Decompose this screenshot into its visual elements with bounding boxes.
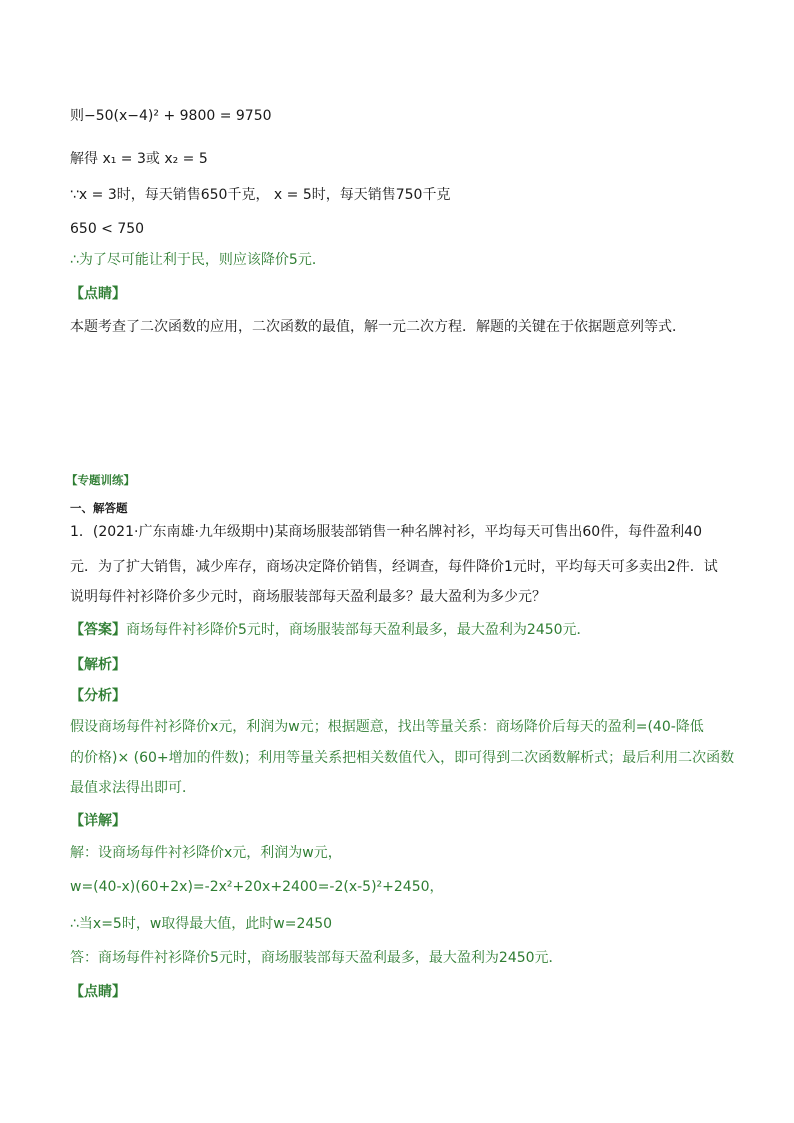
sales-compare-line: ∵x = 3时，每天销售650千克， x = 5时，每天销售750千克	[70, 187, 451, 203]
problem-text-line-2: 元．为了扩大销售，减少库存，商场决定降价销售，经调查，每件降价1元时，平均每天可多卖出2件．试	[70, 559, 718, 575]
problem-text-line-3: 说明每件衬衫降价多少元时，商场服装部每天盈利最多？最大盈利为多少元？	[70, 589, 546, 605]
fenxi-line-1: 假设商场每件衬衫降价x元，利润为w元；根据题意，找出等量关系：商场降价后每天的盈利=(40-降低	[70, 719, 704, 735]
problem-text-line-1: 1．(2021·广东南雄·九年级期中)某商场服装部销售一种名牌衬衫，平均每天可售出60件，每件盈利40	[70, 524, 702, 540]
dianjing-tag: 【点睛】	[70, 286, 126, 302]
solve-line-2: w=(40-x)(60+2x)=-2x²+20x+2400=-2(x-5)²+2450，	[70, 879, 444, 895]
answer-text: 商场每件衬衫降价5元时，商场服装部每天盈利最多，最大盈利为2450元．	[126, 622, 591, 638]
answer-tag: 【答案】	[70, 622, 126, 638]
conclusion-line: ∴为了尽可能让利于民，则应该降价5元．	[70, 252, 326, 268]
section-subtitle: 一、解答题	[70, 501, 128, 515]
dianjing-tag-2: 【点睛】	[70, 984, 126, 1000]
solve-line-4: 答：商场每件衬衫降价5元时，商场服装部每天盈利最多，最大盈利为2450元．	[70, 950, 563, 966]
section-title: 【专题训练】	[66, 473, 135, 487]
fenxi-tag: 【分析】	[70, 688, 126, 704]
inequality-line: 650 < 750	[70, 221, 145, 237]
dianjing-text: 本题考查了二次函数的应用，二次函数的最值，解一元二次方程．解题的关键在于依据题意列等式．	[70, 319, 686, 335]
solve-line-3: ∴当x=5时，w取得最大值，此时w=2450	[70, 916, 333, 932]
xiangjie-tag: 【详解】	[70, 813, 126, 829]
solve-line-1: 解：设商场每件衬衫降价x元，利润为w元，	[70, 845, 342, 861]
fenxi-line-2: 的价格)× (60+增加的件数)；利用等量关系把相关数值代入，即可得到二次函数解析式；最后利用二次函数	[70, 750, 735, 766]
equation-line: 则−50(x−4)² + 9800 = 9750	[70, 108, 272, 124]
solution-roots-line: 解得 x₁ = 3或 x₂ = 5	[70, 151, 208, 167]
jiexi-tag: 【解析】	[70, 657, 126, 673]
fenxi-line-3: 最值求法得出即可．	[70, 780, 196, 796]
answer-line	[70, 620, 591, 640]
